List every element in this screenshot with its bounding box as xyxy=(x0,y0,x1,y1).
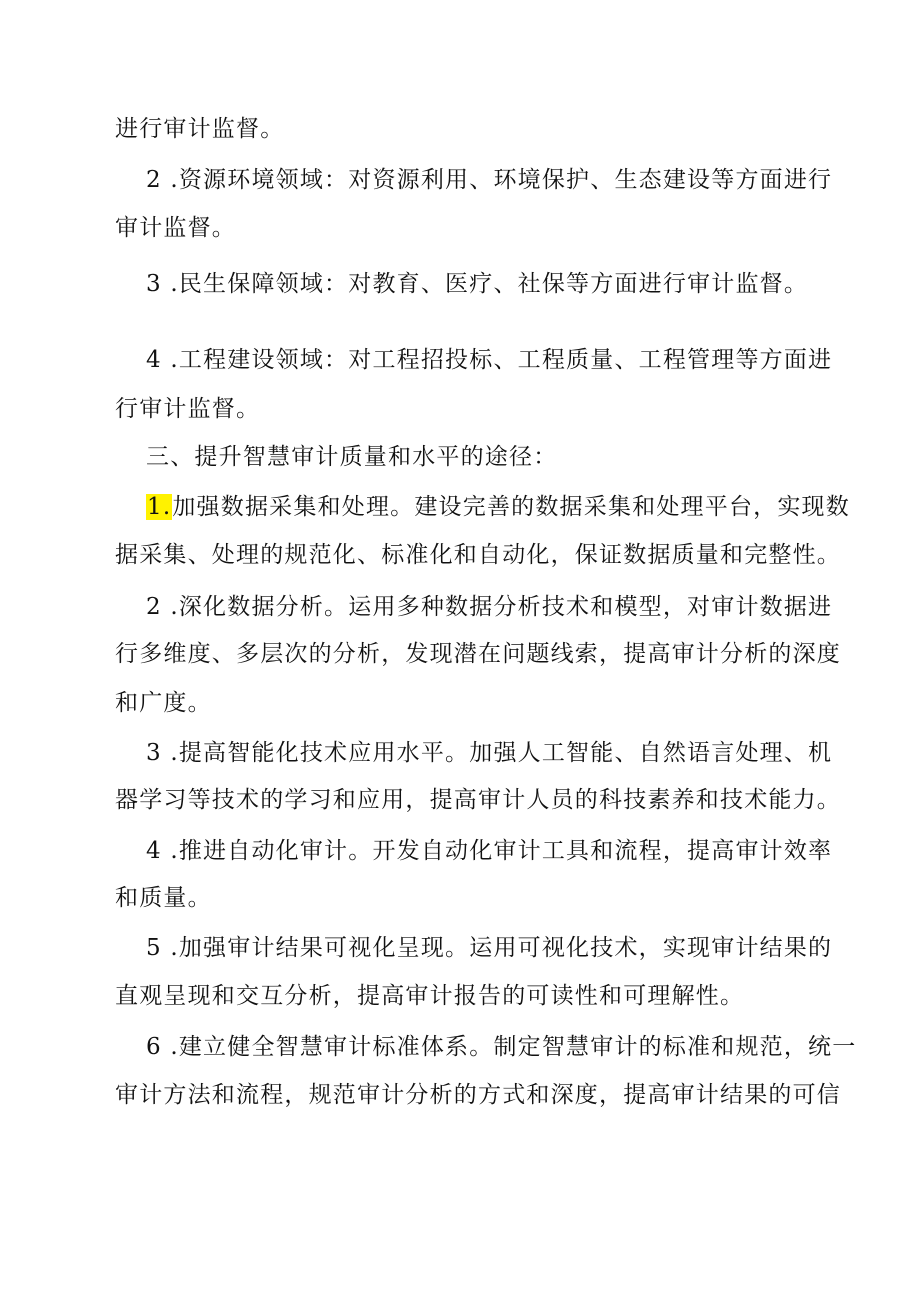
text-line-12: 和广度。 xyxy=(115,690,212,716)
text-line-20: 审计方法和流程，规范审计分析的方式和深度，提高审计结果的可信 xyxy=(115,1082,841,1108)
text-line-15: 4 .推进自动化审计。开发自动化审计工具和流程，提高审计效率 xyxy=(146,838,833,864)
section-heading: 三、提升智慧审计质量和水平的途径： xyxy=(146,444,558,470)
text-line-17: 5 .加强审计结果可视化呈现。运用可视化技术，实现审计结果的 xyxy=(146,935,833,961)
text-line-8 xyxy=(0,492,920,522)
highlighted-item-number: 1. xyxy=(147,494,172,520)
text-line-10: 2 .深化数据分析。运用多种数据分析技术和模型，对审计数据进 xyxy=(146,594,833,620)
text-line-4: 3 .民生保障领域：对教育、医疗、社保等方面进行审计监督。 xyxy=(146,271,809,297)
text-line-9: 据采集、处理的规范化、标准化和自动化，保证数据质量和完整性。 xyxy=(115,542,841,568)
text-line-8-body: 加强数据采集和处理。建设完善的数据采集和处理平台，实现数 xyxy=(172,494,850,520)
text-line-5: 4 .工程建设领域：对工程招投标、工程质量、工程管理等方面进 xyxy=(146,347,833,373)
text-line-11: 行多维度、多层次的分析，发现潜在问题线索，提高审计分析的深度 xyxy=(115,641,841,667)
text-line-14: 器学习等技术的学习和应用，提高审计人员的科技素养和技术能力。 xyxy=(115,787,841,813)
text-line-1: 进行审计监督。 xyxy=(115,116,285,142)
text-line-2: 2 .资源环境领域：对资源利用、环境保护、生态建设等方面进行 xyxy=(146,167,833,193)
text-line-6: 行审计监督。 xyxy=(115,396,261,422)
text-line-18: 直观呈现和交互分析，提高审计报告的可读性和可理解性。 xyxy=(115,983,745,1009)
text-line-3: 审计监督。 xyxy=(115,215,236,241)
text-line-16: 和质量。 xyxy=(115,885,212,911)
text-line-13: 3 .提高智能化技术应用水平。加强人工智能、自然语言处理、机 xyxy=(146,740,833,766)
text-line-19: 6 .建立健全智慧审计标准体系。制定智慧审计的标准和规范，统一 xyxy=(146,1034,857,1060)
